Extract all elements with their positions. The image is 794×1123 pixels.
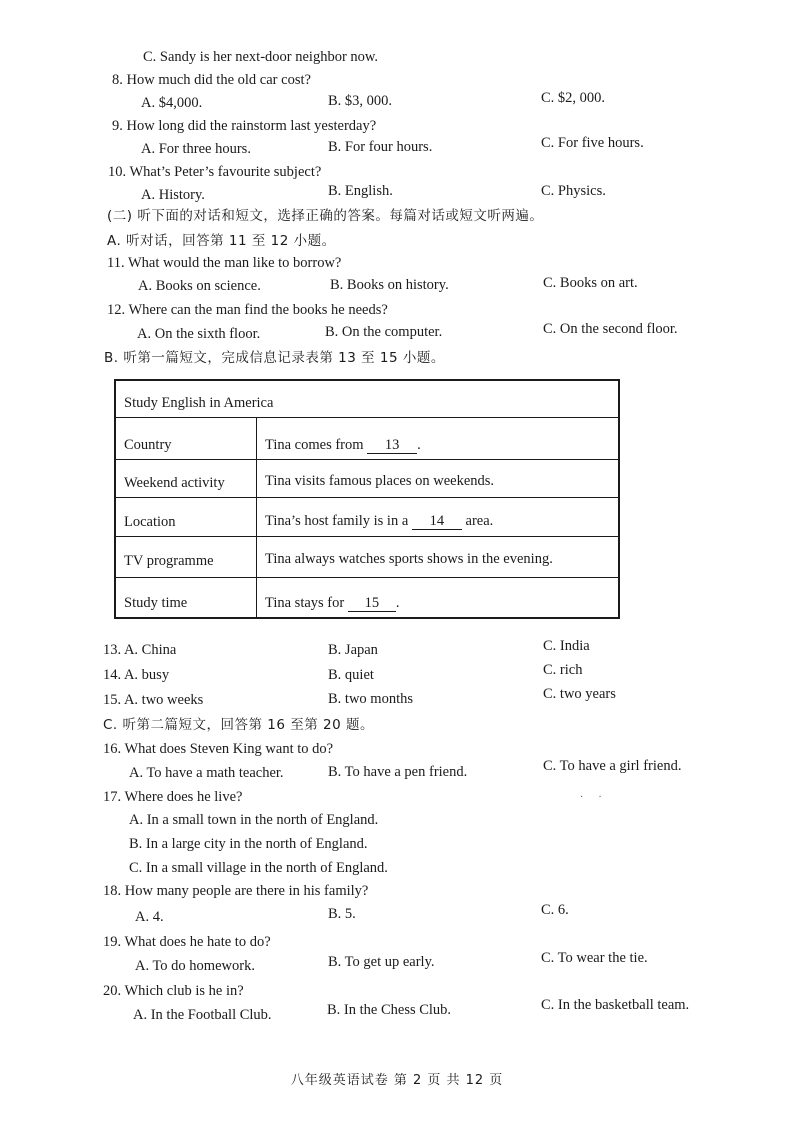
row-value-study-time <box>265 595 399 612</box>
q13-option-c: C. India <box>543 638 590 654</box>
q19-option-a: A. To do homework. <box>135 958 255 974</box>
q13-option-a: 13. A. China <box>103 642 177 658</box>
q9-option-b: B. For four hours. <box>328 139 433 155</box>
q15-option-b: B. two months <box>328 691 413 707</box>
row-value-tv-programme: Tina always watches sports shows in the evening. <box>265 551 553 567</box>
q16-option-c: C. To have a girl friend. <box>543 758 682 774</box>
blank-15: 15 <box>348 596 396 612</box>
q12-option-c: C. On the second floor. <box>543 321 678 337</box>
q13-option-b: B. Japan <box>328 642 378 658</box>
part-c-instruction: C. 听第二篇短文，回答第 16 至第 20 题。 <box>103 717 375 733</box>
q10-option-c: C. Physics. <box>541 183 606 199</box>
q18-option-c: C. 6. <box>541 902 569 918</box>
row-text: Tina’s host family is in a <box>265 513 409 529</box>
q12-option-b: B. On the computer. <box>325 324 443 340</box>
row-text: Tina stays for <box>265 595 345 611</box>
table-divider <box>116 577 618 578</box>
q10-question: 10. What’s Peter’s favourite subject? <box>108 164 322 180</box>
q12-option-a: A. On the sixth floor. <box>137 326 261 342</box>
q19-question: 19. What does he hate to do? <box>103 934 271 950</box>
q9-question: 9. How long did the rainstorm last yesterday? <box>112 118 377 134</box>
q14-option-b: B. quiet <box>328 667 374 683</box>
q8-option-b: B. $3, 000. <box>328 93 393 109</box>
section-2-instruction: (二) 听下面的对话和短文，选择正确的答案。每篇对话或短文听两遍。 <box>107 208 544 224</box>
q20-option-c: C. In the basketball team. <box>541 997 690 1013</box>
table-divider <box>116 536 618 537</box>
row-label-tv-programme: TV programme <box>124 553 214 569</box>
table-column-divider <box>256 417 257 617</box>
q17-option-b: B. In a large city in the north of England. <box>129 836 368 852</box>
q11-option-a: A. Books on science. <box>138 278 261 294</box>
row-value-country <box>265 437 421 454</box>
page-footer: 八年级英语试卷 第 2 页 共 12 页 <box>290 1073 504 1088</box>
stray-dots: · · <box>580 792 602 803</box>
row-value-weekend-activity: Tina visits famous places on weekends. <box>265 473 495 489</box>
row-label-country: Country <box>124 437 172 453</box>
q11-option-c: C. Books on art. <box>543 275 638 291</box>
q16-option-b: B. To have a pen friend. <box>328 764 468 780</box>
q19-option-c: C. To wear the tie. <box>541 950 648 966</box>
q8-question: 8. How much did the old car cost? <box>112 72 311 88</box>
q18-option-a: A. 4. <box>135 909 164 925</box>
part-a-instruction: A. 听对话，回答第 11 至 12 小题。 <box>107 233 336 249</box>
part-b-instruction: B. 听第一篇短文，完成信息记录表第 13 至 15 小题。 <box>104 350 445 366</box>
table-title: Study English in America <box>124 395 274 411</box>
q14-option-a: 14. A. busy <box>103 667 170 683</box>
q9-option-a: A. For three hours. <box>141 141 251 157</box>
q16-option-a: A. To have a math teacher. <box>129 765 284 781</box>
q16-question: 16. What does Steven King want to do? <box>103 741 334 757</box>
row-label-weekend-activity: Weekend activity <box>124 475 225 491</box>
q20-question: 20. Which club is he in? <box>103 983 244 999</box>
q8-option-a: A. $4,000. <box>141 95 203 111</box>
row-text: Tina comes from <box>265 437 364 453</box>
q11-option-b: B. Books on history. <box>330 277 449 293</box>
q14-option-c: C. rich <box>543 662 583 678</box>
q17-option-c: C. In a small village in the north of England. <box>129 860 388 876</box>
q11-question: 11. What would the man like to borrow? <box>107 255 342 271</box>
q10-option-b: B. English. <box>328 183 393 199</box>
q8-option-c: C. $2, 000. <box>541 90 606 106</box>
row-text-end: area. <box>465 513 494 529</box>
q10-option-a: A. History. <box>141 187 205 203</box>
row-label-study-time: Study time <box>124 595 188 611</box>
q18-option-b: B. 5. <box>328 906 356 922</box>
blank-13: 13 <box>367 438 417 454</box>
table-divider <box>116 497 618 498</box>
q15-option-a: 15. A. two weeks <box>103 692 204 708</box>
q19-option-b: B. To get up early. <box>328 954 435 970</box>
q7-option-c: C. Sandy is her next-door neighbor now. <box>143 49 379 65</box>
blank-14: 14 <box>412 514 462 530</box>
q12-question: 12. Where can the man find the books he needs? <box>107 302 388 318</box>
row-text-end: . <box>395 595 400 611</box>
table-divider <box>116 459 618 460</box>
table-divider <box>116 417 618 418</box>
q17-option-a: A. In a small town in the north of England. <box>129 812 379 828</box>
info-record-table <box>114 379 620 619</box>
q9-option-c: C. For five hours. <box>541 135 644 151</box>
q17-question: 17. Where does he live? <box>103 789 243 805</box>
row-text-end: . <box>417 437 421 453</box>
row-label-location: Location <box>124 514 176 530</box>
q20-option-a: A. In the Football Club. <box>133 1007 272 1023</box>
q15-option-c: C. two years <box>543 686 616 702</box>
row-value-location <box>265 513 493 530</box>
q18-question: 18. How many people are there in his family? <box>103 883 369 899</box>
q20-option-b: B. In the Chess Club. <box>327 1002 452 1018</box>
